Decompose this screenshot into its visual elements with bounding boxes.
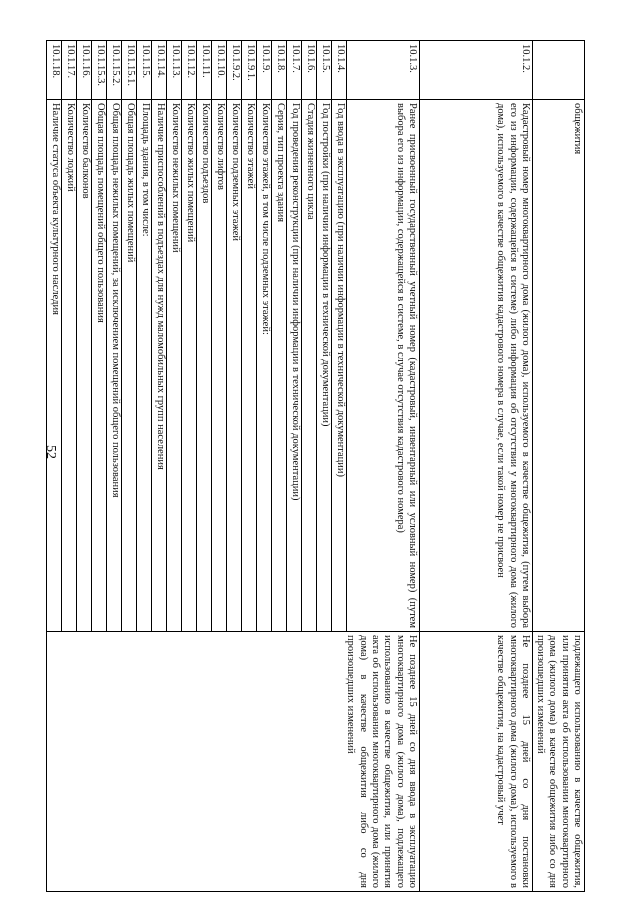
cell-number: 10.1.15. bbox=[136, 41, 151, 100]
cell-number: 10.1.15.1. bbox=[121, 41, 136, 100]
cell-number bbox=[532, 41, 584, 100]
cell-number: 10.1.15.2. bbox=[106, 41, 121, 100]
cell-text: Количество жилых помещений bbox=[181, 100, 196, 632]
cell-text: Год постройки (при наличии информации в технической документации) bbox=[316, 100, 331, 632]
cell-deadline: Не позднее 15 дней со дня ввода в эксплуатацию многоквартирного дома (жилого дома), подлежащего использованию в качестве общежития, или принятия акта об использовании многоквартирного дома (жилого дома) в качестве общежития либо со дня произошедших изменений bbox=[46, 632, 419, 892]
rotated-sheet bbox=[49, 40, 585, 888]
cell-number: 10.1.17. bbox=[61, 41, 76, 100]
cell-text: Количество нежилых помещений bbox=[166, 100, 181, 632]
cell-number: 10.1.2. bbox=[419, 41, 532, 100]
cell-text: общежития bbox=[532, 100, 584, 632]
cell-text: Ранее присвоенный государственный учетный номер (кадастровый, инвентарный или условный номер) (путем выбора его из информации, содержащейся в системе, в случае отсутствия кадастрового номера) bbox=[346, 100, 419, 632]
cell-number: 10.1.6. bbox=[301, 41, 316, 100]
cell-number: 10.1.9. bbox=[256, 41, 271, 100]
cell-number: 10.1.9.2. bbox=[226, 41, 241, 100]
cell-text: Количество этажей, в том числе подземных этажей: bbox=[256, 100, 271, 632]
cell-number: 10.1.5. bbox=[316, 41, 331, 100]
cell-text: Наличие статуса объекта культурного наследия bbox=[46, 100, 61, 632]
cell-deadline: подлежащего использованию в качестве общежития, или принятия акта об использовании многоквартирного дома (жилого дома) в качестве общежития либо со дня произошедших изменений bbox=[532, 632, 584, 892]
cell-number: 10.1.11. bbox=[196, 41, 211, 100]
cell-number: 10.1.13. bbox=[166, 41, 181, 100]
table-row bbox=[346, 41, 419, 892]
cell-number: 10.1.8. bbox=[271, 41, 286, 100]
rotated-table-wrapper bbox=[49, 40, 585, 888]
register-table bbox=[46, 40, 585, 892]
cell-text: Стадия жизненного цикла bbox=[301, 100, 316, 632]
cell-number: 10.1.14. bbox=[151, 41, 166, 100]
cell-text: Серия, тип проекта здания bbox=[271, 100, 286, 632]
cell-number: 10.1.10. bbox=[211, 41, 226, 100]
cell-text: Количество этажей bbox=[241, 100, 256, 632]
table-row-continuation bbox=[532, 41, 584, 892]
cell-text: Наличие приспособлений в подъездах для нужд маломобильных групп населения bbox=[151, 100, 166, 632]
cell-text: Общая площадь жилых помещений bbox=[121, 100, 136, 632]
cell-text: Общая площадь нежилых помещений, за исключением помещений общего пользования bbox=[106, 100, 121, 632]
cell-text: Год ввода в эксплуатацию (при наличии информации в технической документации) bbox=[331, 100, 346, 632]
cell-number: 10.1.16. bbox=[76, 41, 91, 100]
cell-number: 10.1.9.1. bbox=[241, 41, 256, 100]
cell-text: Количество балконов bbox=[76, 100, 91, 632]
cell-deadline: Не позднее 15 дней со дня постановки многоквартирного дома (жилого дома), используемого в качестве общежития, на кадастровый учет bbox=[419, 632, 532, 892]
cell-text: Год проведения реконструкции (при наличии информации в технической документации) bbox=[286, 100, 301, 632]
cell-text: Количество лифтов bbox=[211, 100, 226, 632]
cell-number: 10.1.3. bbox=[346, 41, 419, 100]
cell-number: 10.1.15.3. bbox=[91, 41, 106, 100]
cell-number: 10.1.7. bbox=[286, 41, 301, 100]
cell-text: Площадь здания, в том числе: bbox=[136, 100, 151, 632]
cell-text: Количество лоджий bbox=[61, 100, 76, 632]
cell-text: Количество подземных этажей bbox=[226, 100, 241, 632]
cell-text: Общая площадь помещений общего пользования bbox=[91, 100, 106, 632]
cell-number: 10.1.18. bbox=[46, 41, 61, 100]
page-number: 52 bbox=[43, 445, 58, 459]
cell-text: Кадастровый номер многоквартирного дома (жилого дома), используемого в качестве общежития, (путем выбора его из информации, содержащейся в системе) либо информация об отсутствии у многоквартирного дома (жилого дома), используемого в качестве общежития кадастрового номера в случае, если такой номер не присвоен bbox=[419, 100, 532, 632]
cell-number: 10.1.12. bbox=[181, 41, 196, 100]
table-row bbox=[419, 41, 532, 892]
cell-text: Количество подъездов bbox=[196, 100, 211, 632]
cell-number: 10.1.4. bbox=[331, 41, 346, 100]
